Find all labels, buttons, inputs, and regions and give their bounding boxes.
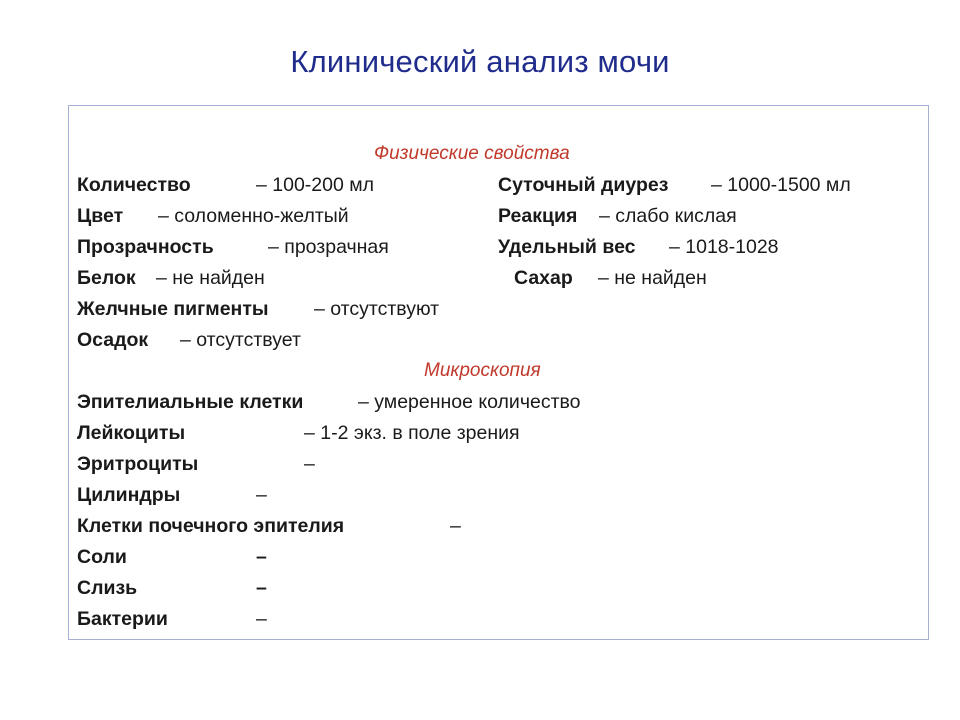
erythrocytes-label: Эритроциты [77, 453, 199, 475]
cylinders-label: Цилиндры [77, 484, 181, 506]
salts-value: – [256, 546, 267, 568]
leukocytes-value: – 1-2 экз. в поле зрения [304, 422, 520, 444]
erythrocytes-value: – [304, 453, 315, 475]
bacteria-label: Бактерии [77, 608, 168, 630]
quantity-label: Количество [77, 174, 191, 196]
page-title: Клинический анализ мочи [290, 44, 670, 79]
protein-label: Белок [77, 267, 136, 289]
leukocytes-label: Лейкоциты [77, 422, 186, 444]
gravity-label: Удельный вес [498, 236, 636, 258]
color-value: – соломенно-желтый [158, 205, 349, 227]
reaction-label: Реакция [498, 205, 578, 227]
gravity-value: – 1018-1028 [669, 236, 779, 258]
epithelial-value: – умеренное количество [358, 391, 581, 413]
clarity-label: Прозрачность [77, 236, 214, 258]
micro-heading: Микроскопия [424, 360, 541, 381]
bacteria-value: – [256, 608, 267, 630]
cylinders-value: – [256, 484, 267, 506]
bile-label: Желчные пигменты [77, 298, 269, 320]
mucus-value: – [256, 577, 267, 599]
physical-heading: Физические свойства [374, 143, 570, 164]
sediment-label: Осадок [77, 329, 149, 351]
bile-value: – отсутствуют [314, 298, 440, 320]
salts-label: Соли [77, 546, 127, 568]
renal-epithelium-label: Клетки почечного эпителия [77, 515, 345, 537]
sugar-label: Сахар [514, 267, 573, 289]
epithelial-label: Эпителиальные клетки [77, 391, 304, 413]
clarity-value: – прозрачная [268, 236, 389, 258]
diuresis-label: Суточный диурез [498, 174, 669, 196]
sediment-value: – отсутствует [180, 329, 301, 351]
protein-value: – не найден [156, 267, 265, 289]
renal-epithelium-value: – [450, 515, 461, 537]
diuresis-value: – 1000-1500 мл [711, 174, 851, 196]
mucus-label: Слизь [77, 577, 138, 599]
sugar-value: – не найден [598, 267, 707, 289]
reaction-value: – слабо кислая [599, 205, 737, 227]
quantity-value: – 100-200 мл [256, 174, 375, 196]
color-label: Цвет [77, 205, 124, 227]
